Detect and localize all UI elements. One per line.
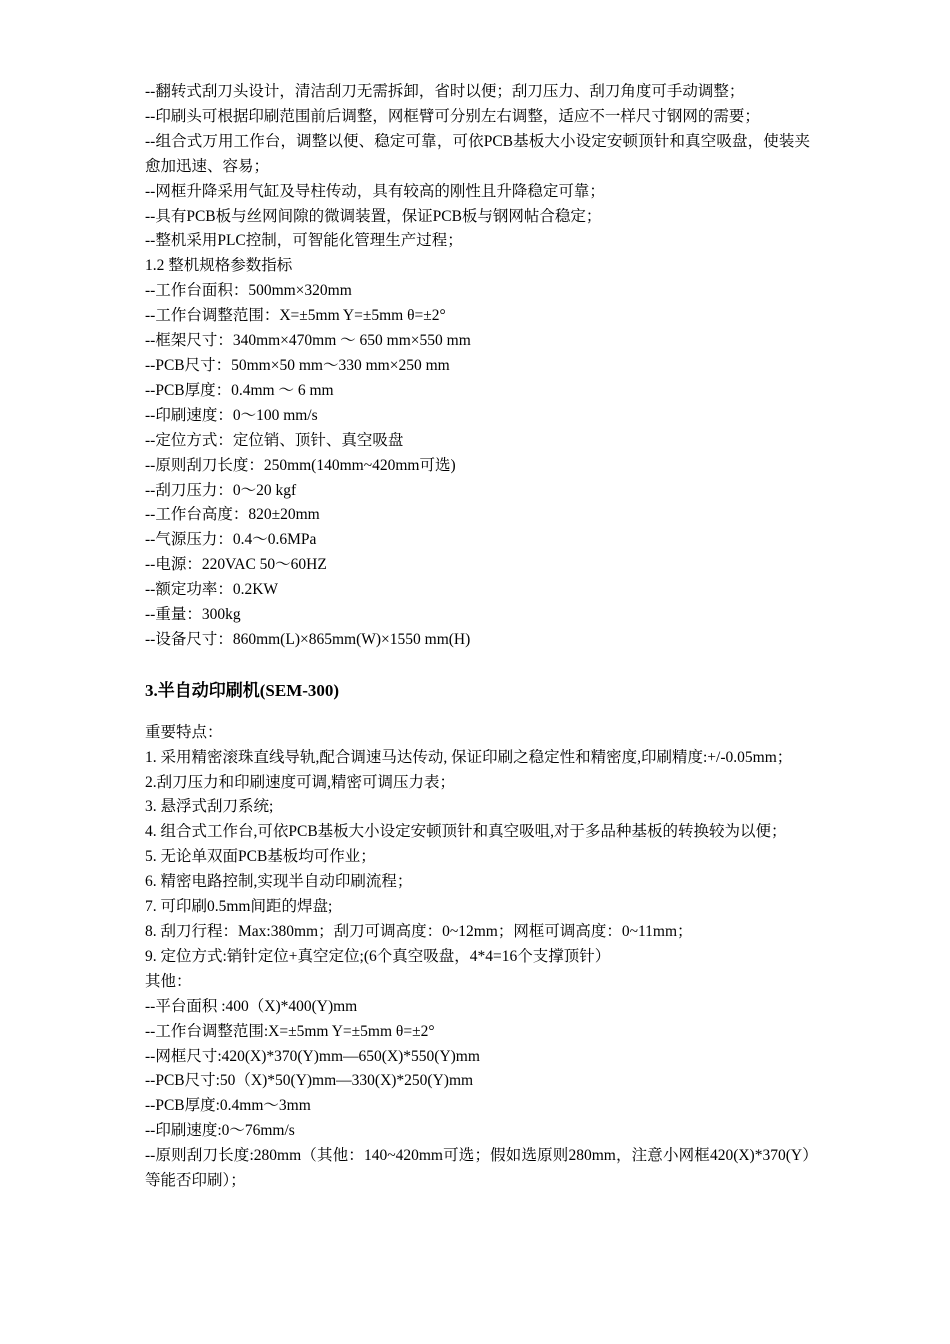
spec-line: --工作台高度：820±20mm — [145, 506, 320, 524]
numbered-feature: 4. 组合式工作台,可依PCB基板大小设定安顿顶针和真空吸咀,对于多品种基板的转换较为以便； — [145, 823, 787, 841]
feature-line: --具有PCB板与丝网间隙的微调装置，保证PCB板与钢网帖合稳定； — [145, 207, 602, 225]
other-spec-line: --工作台调整范围:X=±5mm Y=±5mm θ=±2° — [145, 1022, 435, 1040]
section-heading: 3.半自动印刷机(SEM-300) — [145, 680, 340, 700]
spec-section-title: 1.2 整机规格参数指标 — [145, 257, 293, 275]
feature-line: --翻转式刮刀头设计，清洁刮刀无需拆卸，省时以便；刮刀压力、刮刀角度可手动调整； — [145, 83, 745, 100]
spec-line: --定位方式：定位销、顶针、真空吸盘 — [145, 431, 404, 449]
other-spec-line: --PCB尺寸:50（X)*50(Y)mm—330(X)*250(Y)mm — [145, 1072, 474, 1090]
other-spec-line: --原则刮刀长度:280mm（其他：140~420mm可选；假如选原则280mm，注意小网框420(X)*370(Y）等能否印刷）； — [145, 1147, 810, 1190]
spec-line: --刮刀压力：0～20 kgf — [145, 481, 297, 499]
numbered-feature: 3. 悬浮式刮刀系统; — [145, 798, 274, 816]
feature-line: --组合式万用工作台，调整以便、稳定可靠，可依PCB基板大小设定安顿顶针和真空吸盘，使装夹愈加迅速、容易； — [145, 132, 810, 175]
spec-line: --工作台面积：500mm×320mm — [145, 282, 352, 300]
spec-line: --原则刮刀长度：250mm(140mm~420mm可选) — [145, 456, 456, 474]
numbered-feature: 6. 精密电路控制,实现半自动印刷流程； — [145, 873, 413, 891]
spec-line: --工作台调整范围：X=±5mm Y=±5mm θ=±2° — [145, 307, 446, 325]
other-spec-line: --网框尺寸:420(X)*370(Y)mm—650(X)*550(Y)mm — [145, 1047, 480, 1065]
spec-line: --框架尺寸：340mm×470mm ～ 650 mm×550 mm — [145, 332, 471, 350]
feature-line: --网框升降采用气缸及导柱传动，具有较高的刚性且升降稳定可靠； — [145, 182, 605, 200]
spec-line: --PCB尺寸：50mm×50 mm～330 mm×250 mm — [145, 356, 450, 374]
spec-line: --重量：300kg — [145, 606, 241, 624]
feature-line: --整机采用PLC控制，可智能化管理生产过程； — [145, 232, 463, 250]
numbered-feature: 8. 刮刀行程：Max:380mm；刮刀可调高度：0~12mm；网框可调高度：0~11mm； — [145, 923, 693, 940]
spec-line: --电源：220VAC 50～60HZ — [145, 556, 327, 574]
feature-line: --印刷头可根据印刷范围前后调整，网框臂可分别左右调整，适应不一样尺寸钢网的需要； — [145, 107, 760, 125]
spec-line: --PCB厚度：0.4mm ～ 6 mm — [145, 381, 334, 399]
numbered-feature: 7. 可印刷0.5mm间距的焊盘; — [145, 898, 333, 916]
other-label: 其他： — [145, 972, 192, 990]
spec-line: --设备尺寸：860mm(L)×865mm(W)×1550 mm(H) — [145, 630, 471, 648]
other-spec-line: --PCB厚度:0.4mm～3mm — [145, 1097, 311, 1115]
other-spec-line: --印刷速度:0～76mm/s — [145, 1122, 295, 1140]
numbered-feature: 9. 定位方式:销针定位+真空定位;(6个真空吸盘，4*4=16个支撑顶针） — [145, 947, 611, 965]
spec-line: --额定功率：0.2KW — [145, 581, 279, 599]
numbered-feature: 1. 采用精密滚珠直线导轨,配合调速马达传动, 保证印刷之稳定性和精密度,印刷精度:+/-0.05mm； — [145, 748, 793, 766]
spec-line: --印刷速度：0～100 mm/s — [145, 406, 318, 424]
features-label: 重要特点： — [145, 723, 223, 741]
document-body — [145, 80, 810, 1194]
other-spec-line: --平台面积 :400（X)*400(Y)mm — [145, 997, 358, 1015]
spec-line: --气源压力：0.4～0.6MPa — [145, 531, 317, 549]
numbered-feature: 2.刮刀压力和印刷速度可调,精密可调压力表； — [145, 773, 456, 791]
numbered-feature: 5. 无论单双面PCB基板均可作业； — [145, 848, 376, 866]
